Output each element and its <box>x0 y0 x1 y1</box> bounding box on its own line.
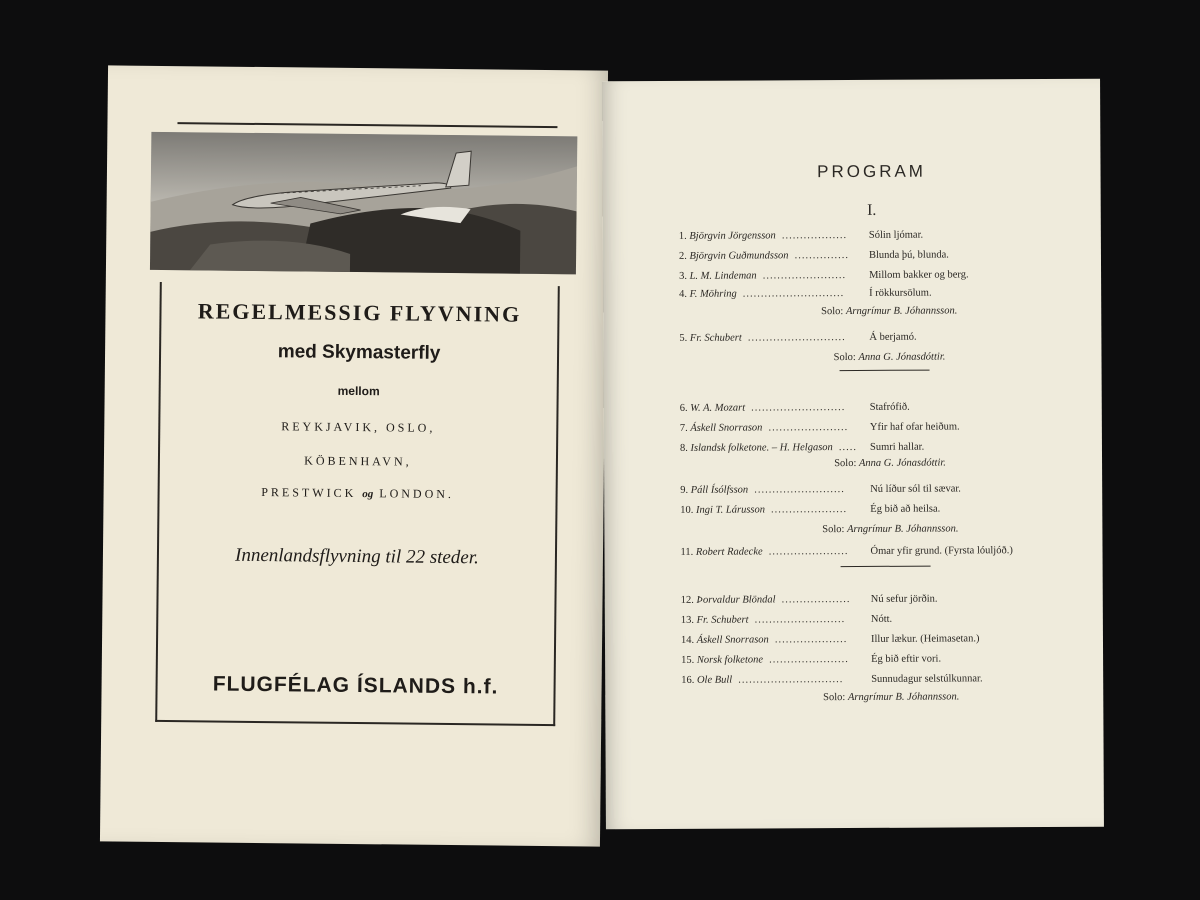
program-item-number: 12. <box>680 594 697 606</box>
dot-leader: ................... <box>781 594 851 606</box>
program-item-title: Stafrófið. <box>869 401 910 413</box>
solo-singer: Anna G. Jónasdóttir. <box>858 457 946 469</box>
dot-leader: ...................... <box>768 422 849 434</box>
ad-cities-line-3 <box>160 484 556 503</box>
solo-label: Solo: <box>822 524 848 536</box>
program-item-composer-name: Áskell Snorrason <box>690 422 763 434</box>
program-item-title: Blunda þú, blunda. <box>868 249 949 261</box>
dot-leader: ......................... <box>754 614 846 626</box>
program-item-composer-name: F. Möhring <box>689 288 737 300</box>
program-item-composer-name: Ingi T. Lárusson <box>696 504 766 516</box>
program-item-title: Nú sefur jörðin. <box>870 593 938 605</box>
program-item-composer-name: Björgvin Guðmundsson <box>689 250 789 262</box>
program-item-composer <box>679 230 776 242</box>
program-item-composer <box>680 546 762 557</box>
program-item-composer <box>679 333 741 344</box>
program-item <box>679 269 1039 285</box>
program-item-composer-name: Páll Ísólfsson <box>690 484 749 496</box>
program-item-composer <box>679 271 757 282</box>
ad-company-name: FLUGFÉLAG ÍSLANDS h.f. <box>212 672 499 699</box>
program-item-composer <box>681 634 769 645</box>
city-prestwick: PRESTWICK <box>261 485 357 501</box>
ad-domestic-flights: Innenlandsflyvning til 22 steder. <box>234 544 479 569</box>
ad-cities-line-2: KÖBENHAVN, <box>304 453 412 469</box>
program-item-composer <box>681 675 732 686</box>
program-item-number: 13. <box>680 614 697 626</box>
program-item-number: 16. <box>681 674 697 686</box>
dot-leader: ............................. <box>738 674 844 686</box>
solo-credit <box>680 523 1040 536</box>
dot-leader: .................... <box>774 634 848 646</box>
program-item-number: 10. <box>680 504 697 516</box>
program-item-number: 1. <box>678 230 690 242</box>
city-london: LONDON. <box>379 486 455 502</box>
program-item-composer <box>679 250 789 262</box>
program-item-number: 15. <box>681 654 697 666</box>
ad-cities-line-1: REYKJAVIK, OSLO, <box>281 419 436 435</box>
program-item <box>680 401 1040 417</box>
dot-leader: ............................ <box>742 288 845 300</box>
program-section-number: I. <box>867 201 877 219</box>
program-item-composer-name: Norsk folketone <box>696 654 764 666</box>
dot-leader: ..................... <box>771 504 848 516</box>
program-item-number: 8. <box>679 442 691 454</box>
program-item-title: Nú líður sól til sævar. <box>870 483 961 495</box>
program-list <box>678 229 1039 704</box>
advertisement-box <box>155 282 560 726</box>
solo-singer: Arngrímur B. Jóhannsson. <box>847 523 959 536</box>
program-item-composer <box>680 403 745 414</box>
dot-leader: .................. <box>781 230 848 242</box>
program-item-title: Ómar yfir grund. (Fyrsta lóuljóð.) <box>870 545 1013 557</box>
program-item-composer-name: Þorvaldur Blöndal <box>696 594 776 606</box>
solo-singer: Anna G. Jónasdóttir. <box>858 351 946 363</box>
program-item-composer <box>681 615 749 626</box>
program-item-composer <box>680 504 765 515</box>
solo-label: Solo: <box>823 692 848 704</box>
program-item <box>680 441 1040 457</box>
program-item-number: 3. <box>679 270 690 282</box>
program-item <box>679 331 1039 347</box>
solo-singer: Arngrímur B. Jóhannsson. <box>847 691 960 704</box>
solo-label: Solo: <box>834 457 860 470</box>
program-item-title: Ég bið að heilsa. <box>870 503 941 515</box>
conjunction-og: og <box>362 488 374 501</box>
dot-leader: ...................... <box>768 546 849 558</box>
dot-leader: ...................... <box>769 654 849 666</box>
dot-leader: ........................... <box>747 332 846 344</box>
program-item-composer-name: Robert Radecke <box>695 546 763 558</box>
dot-leader: ......................... <box>754 484 845 496</box>
program-item <box>680 421 1040 437</box>
program-item-composer-name: L. M. Lindeman <box>689 270 757 282</box>
program-item <box>681 613 1041 629</box>
dot-leader: ....................... <box>762 270 847 282</box>
program-item-composer <box>681 594 776 605</box>
section-divider <box>841 566 931 567</box>
solo-singer: Arngrímur B. Jóhannsson. <box>845 305 958 318</box>
ad-between-label: mellom <box>337 383 380 399</box>
program-item-composer <box>679 289 737 300</box>
section-divider <box>840 370 930 371</box>
solo-label: Solo: <box>833 351 859 364</box>
program-item-number: 9. <box>680 484 691 496</box>
dot-leader: ..... <box>838 441 857 454</box>
program-item <box>679 229 1039 245</box>
program-item-title: Yfir haf ofar heiðum. <box>869 421 960 433</box>
program-item-number: 2. <box>678 250 690 262</box>
program-item-title: Nótt. <box>870 613 893 625</box>
right-page-program <box>602 79 1104 830</box>
program-item-title: Á berjamó. <box>869 331 917 343</box>
program-item <box>679 287 1039 303</box>
ad-headline: REGELMESSIG FLYVNING <box>197 298 522 327</box>
program-item <box>681 653 1041 669</box>
program-item-composer-name: Fr. Schubert <box>689 332 742 344</box>
ad-subheadline: med Skymasterfly <box>277 341 441 364</box>
program-item <box>680 503 1040 519</box>
program-item-composer-name: Islandsk folketone. – H. Helgason <box>690 442 833 454</box>
program-item-title: Í rökkursölum. <box>869 287 932 299</box>
program-item <box>680 483 1040 499</box>
solo-label: Solo: <box>821 306 846 318</box>
program-item-composer-name: Ole Bull <box>696 674 733 686</box>
program-item-title: Millom bakker og berg. <box>869 269 969 281</box>
program-item-composer-name: Áskell Snorrason <box>696 634 769 646</box>
program-item-composer-name: Björgvin Jörgensson <box>689 230 776 242</box>
program-item-number: 7. <box>679 422 691 434</box>
program-item-title: Ég bið eftir vori. <box>871 653 942 665</box>
program-title: PROGRAM <box>817 161 926 182</box>
left-page-advertisement <box>100 65 608 846</box>
solo-credit <box>681 691 1041 704</box>
program-item-composer-name: Fr. Schubert <box>696 614 749 626</box>
solo-credit <box>679 351 1039 364</box>
airplane-photo <box>150 132 577 274</box>
program-item-composer <box>681 654 763 665</box>
program-item-title: Sunnudagur selstúlkunnar. <box>871 673 983 685</box>
program-item-composer-name: W. A. Mozart <box>690 402 746 414</box>
solo-credit <box>679 305 1039 318</box>
program-item-title: Illur lækur. (Heimasetan.) <box>870 633 980 645</box>
program-item-composer <box>680 442 833 454</box>
program-item <box>681 633 1041 649</box>
program-item <box>680 545 1040 561</box>
dot-leader: ............... <box>794 250 849 262</box>
program-item-title: Sólin ljómar. <box>868 229 924 241</box>
program-item <box>681 673 1041 689</box>
top-rule <box>177 122 557 128</box>
dot-leader: .......................... <box>751 402 846 414</box>
program-item-composer <box>680 422 763 433</box>
program-item-number: 4. <box>679 288 690 300</box>
program-item-composer <box>680 485 748 496</box>
program-item-number: 14. <box>680 634 697 646</box>
program-item-number: 11. <box>680 546 696 558</box>
program-item-title: Sumri hallar. <box>869 441 925 453</box>
program-item-number: 5. <box>679 332 690 344</box>
program-item <box>679 249 1039 265</box>
solo-credit <box>680 457 1040 470</box>
program-item <box>681 593 1041 609</box>
program-item-number: 6. <box>679 402 691 414</box>
